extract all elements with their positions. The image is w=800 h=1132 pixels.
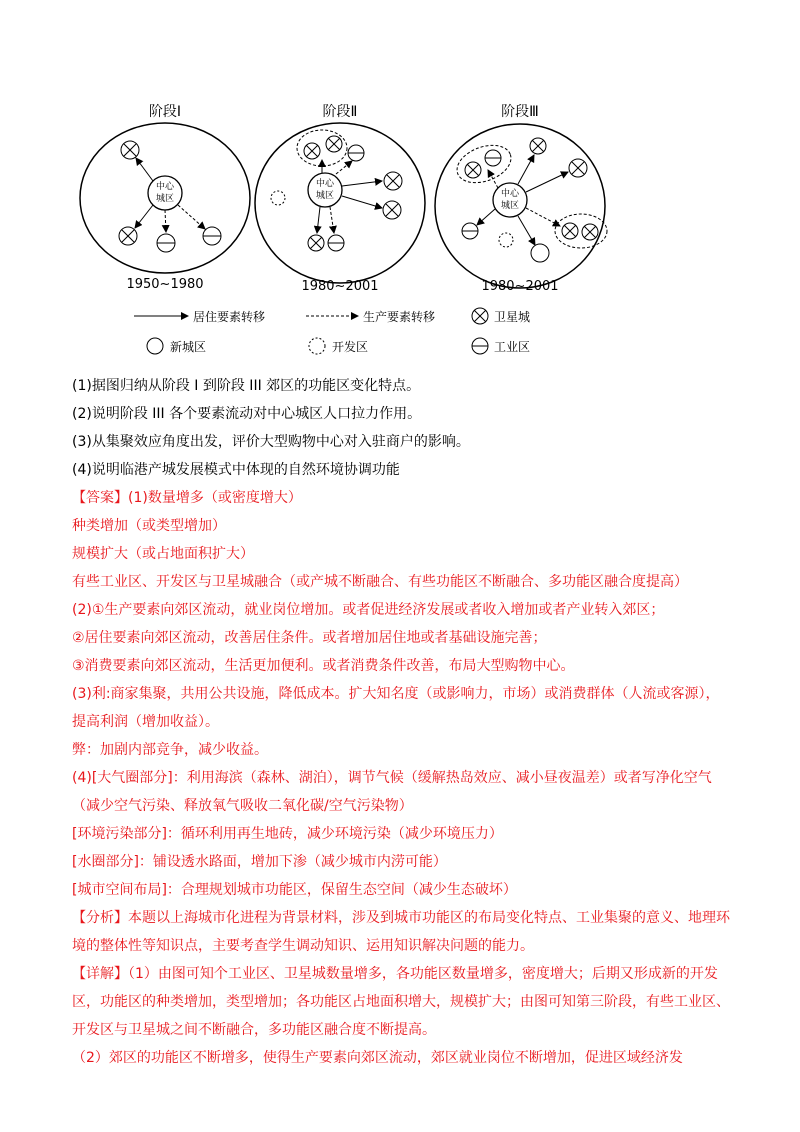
legend — [134, 308, 530, 354]
industrial-zone-icon — [157, 234, 175, 252]
legend-industrial-icon — [472, 338, 488, 354]
answer-line-11: [环境污染部分]：循环利用再生地砖，减少环境污染（减少环境压力） — [72, 826, 503, 842]
stage1-center-line2: 城区 — [155, 194, 175, 204]
question-4: (4)说明临港产城发展模式中体现的自然环境协调功能 — [72, 462, 400, 478]
detail-text: （1）由图可知个工业区、卫星城数量增多，各功能区数量增多，密度增大；后期又形成新的开发区，功能区的种类增加，类型增加；各功能区占地面积增大，规模扩大；由图可知第三阶段，有些工业区、开发区与卫星城之间不断融合，多功能区融合度不断提高。 — [72, 966, 730, 1038]
urbanization-figure — [60, 88, 740, 358]
stage1-period: 1950~1980 — [126, 277, 204, 292]
development-zone-icon — [271, 191, 285, 205]
question-3: (3)从集聚效应角度出发，评价大型购物中心对入驻商户的影响。 — [72, 434, 470, 450]
satellite-city-icon — [530, 138, 546, 154]
stage3-center-line1: 中心 — [500, 189, 520, 199]
answer-line-4: 有些工业区、开发区与卫星城融合（或产城不断融合、有些功能区不断融合、多功能区融合度提高） — [72, 574, 688, 590]
legend-satellite: 卫星城 — [494, 310, 531, 324]
analysis-paragraph — [72, 904, 732, 960]
legend-dev-zone: 开发区 — [332, 340, 369, 354]
legend-production: 生产要素转移 — [363, 310, 436, 324]
answer-line-5: (2)①生产要素向郊区流动，就业岗位增加。或者促进经济发展或者收入增加或者产业转入郊区； — [72, 602, 665, 618]
satellite-city-icon — [383, 201, 401, 219]
figure-svg — [60, 88, 740, 358]
stage3-diagram — [435, 124, 607, 288]
detail-paragraph-2: （2）郊区的功能区不断增多，使得生产要素向郊区流动，郊区就业岗位不断增加，促进区域经济发 — [72, 1050, 683, 1066]
legend-residential: 居住要素转移 — [193, 310, 266, 324]
analysis-tag: 【分析】 — [72, 910, 128, 926]
stage2-diagram — [255, 123, 425, 283]
satellite-city-icon — [562, 223, 578, 239]
satellite-city-icon — [326, 136, 342, 152]
answer-line-1 — [72, 484, 732, 512]
legend-industrial: 工业区 — [494, 340, 531, 354]
legend-new-city-icon — [147, 338, 163, 354]
satellite-city-icon — [121, 141, 139, 159]
stage1-title: 阶段Ⅰ — [148, 104, 182, 120]
industrial-zone-icon — [348, 145, 364, 161]
answer-line-6: ②居住要素向郊区流动，改善居住条件。或者增加居住地或者基础设施完善； — [72, 630, 547, 646]
development-zone-icon — [499, 233, 513, 247]
satellite-city-icon — [119, 227, 137, 245]
legend-new-city: 新城区 — [170, 340, 207, 354]
stage2-center-line1: 中心 — [315, 179, 335, 189]
document-body — [72, 372, 732, 1072]
legend-dev-zone-icon — [309, 338, 325, 354]
satellite-city-icon — [304, 143, 320, 159]
legend-satellite-icon — [472, 308, 488, 324]
satellite-city-icon — [569, 159, 587, 177]
answer-line-2: 种类增加（或类型增加） — [72, 518, 226, 534]
stage3-title: 阶段Ⅲ — [501, 104, 539, 120]
answer-line-9: 弊：加剧内部竞争，减少收益。 — [72, 742, 268, 758]
stage2-title: 阶段Ⅱ — [322, 104, 358, 120]
answer-text-1: (1)数量增多（或密度增大） — [128, 490, 302, 506]
answer-line-13: [城市空间布局]：合理规划城市功能区，保留生态空间（减少生态破坏） — [72, 882, 517, 898]
question-2: (2)说明阶段 III 各个要素流动对中心城区人口拉力作用。 — [72, 406, 422, 422]
answer-line-8: (3)利:商家集聚，共用公共设施，降低成本。扩大知名度（或影响力，市场）或消费群体（人流或客源），提高利润（增加收益）。 — [72, 686, 720, 730]
stage3-period: 1980~2001 — [481, 279, 559, 294]
industrial-zone-icon — [485, 150, 501, 166]
industrial-zone-icon — [328, 235, 344, 251]
answer-line-3: 规模扩大（或占地面积扩大） — [72, 546, 254, 562]
satellite-city-icon — [582, 224, 598, 240]
satellite-city-icon — [308, 235, 324, 251]
industrial-zone-icon — [203, 227, 221, 245]
stage1-diagram — [80, 123, 250, 273]
stage3-center-line2: 城区 — [500, 201, 520, 211]
answer-line-10: (4)[大气圈部分]：利用海滨（森林、湖泊），调节气候（缓解热岛效应、减小昼夜温差）或者写净化空气（减少空气污染、释放氧气吸收二氧化碳/空气污染物） — [72, 770, 712, 814]
stage2-center-line2: 城区 — [315, 191, 335, 201]
answer-tag: 【答案】 — [72, 490, 128, 506]
industrial-zone-icon — [462, 223, 478, 239]
answer-line-12: [水圈部分]：铺设透水路面，增加下渗（减少城市内涝可能） — [72, 854, 447, 870]
new-city-icon — [531, 244, 549, 262]
stage2-period: 1980~2001 — [301, 279, 379, 294]
satellite-city-icon — [465, 162, 481, 178]
satellite-city-icon — [384, 172, 402, 190]
detail-paragraph — [72, 960, 732, 1044]
answer-line-7: ③消费要素向郊区流动，生活更加便利。或者消费条件改善，布局大型购物中心。 — [72, 658, 575, 674]
analysis-text: 本题以上海城市化进程为背景材料，涉及到城市功能区的布局变化特点、工业集聚的意义、地理环境的整体性等知识点，主要考查学生调动知识、运用知识解决问题的能力。 — [72, 910, 730, 954]
detail-tag: 【详解】 — [72, 966, 128, 982]
question-1: (1)据图归纳从阶段 I 到阶段 III 郊区的功能区变化特点。 — [72, 378, 421, 394]
stage1-center-line1: 中心 — [155, 182, 175, 192]
